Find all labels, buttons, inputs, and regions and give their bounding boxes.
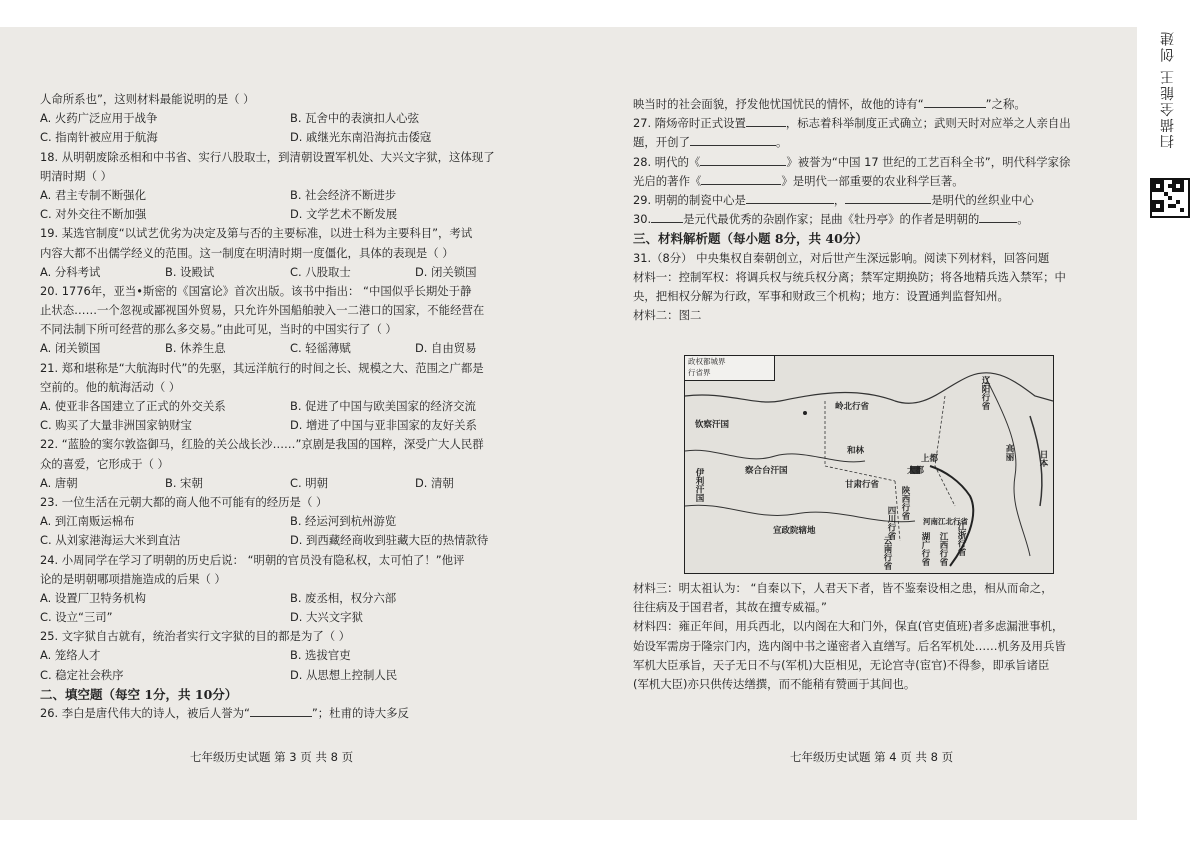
q18-options-row1 (40, 186, 588, 205)
section-3-heading: 三、材料解析题（每小题 8分，共 40分） (633, 231, 868, 247)
question-18-cont: 明清时期（ ） (40, 168, 112, 183)
map-label-xuanzhengyuan: 宣政院辖地 (773, 526, 816, 536)
qr-code-icon (1150, 178, 1190, 218)
page-3 (0, 27, 600, 820)
map-label-sichuan: 四川行省 (886, 506, 896, 540)
material-4: 材料四：雍正年间，用兵西北，以内阁在大和门外，保直(官吏值班)者多虑漏泄事机， (633, 619, 1064, 634)
q29-blank-2[interactable] (845, 191, 931, 204)
q20-option-d: D. 自由贸易 (415, 341, 477, 356)
q21-option-b: B. 促进了中国与欧美国家的经济交流 (290, 399, 476, 413)
q25-option-d: D. 从思想上控制人民 (290, 667, 398, 682)
question-27-cont (633, 133, 1097, 152)
question-26 (40, 704, 588, 723)
map-label-shaanxi: 陕西行省 (900, 486, 910, 520)
material-3: 材料三：明太祖认为： “自秦以下，人君天下者，皆不鉴秦设相之患，相从而命之， (633, 581, 1053, 595)
exam-paper (0, 27, 1137, 820)
q24-option-b: B. 废丞相，权分六部 (290, 590, 397, 605)
map-label-helin: 和林 (847, 446, 865, 456)
q27-blank-1[interactable] (746, 114, 786, 127)
q30-text-b: 是元代最优秀的杂剧作家；昆曲《牡丹亭》的作者是明朝的 (683, 212, 980, 227)
q19-option-d: D. 闭关锁国 (415, 264, 477, 279)
q24-option-d: D. 大兴文字狱 (290, 610, 363, 625)
scanner-watermark (1150, 30, 1192, 220)
material-3-cont: 往往病及于国君者，其故在擅专威福。” (633, 600, 827, 615)
map-label-kipchak: 钦察汗国 (695, 420, 730, 430)
q19-option-b: B. 设殿试 (165, 264, 215, 279)
page-4-body (633, 95, 1097, 325)
q29-text-b: ， (833, 192, 846, 207)
q26-text-a: 26. 李白是唐代伟大的诗人，被后人誉为“ (40, 706, 250, 720)
q19-option-a: A. 分科考试 (40, 264, 101, 279)
map-label-chagatai: 察合台汗国 (745, 466, 788, 476)
q22-option-a: A. 唐朝 (40, 475, 78, 490)
question-23: 23. 一位生活在元朝大都的商人他不可能有的经历是（ ） (40, 494, 328, 509)
question-21: 21. 郑和堪称是“大航海时代”的先驱，其远洋航行的时间之长、规模之大、范围之广都是 (40, 360, 484, 375)
q30-text-c: 。 (1017, 212, 1029, 227)
q27-text-c: 题，开创了 (633, 135, 690, 150)
q26-cont-b: ”之称。 (985, 97, 1026, 111)
q27-blank-2[interactable] (690, 133, 776, 146)
q17-option-a: A. 火药广泛应用于战争 (40, 111, 158, 126)
q18-option-d: D. 文学艺术不断发展 (290, 207, 398, 222)
q27-text-a: 27. 隋炀帝时正式设置 (633, 116, 746, 131)
q25-option-b: B. 选拔官吏 (290, 648, 351, 663)
q28-text-b: 》被誉为“中国 17 世纪的工艺百科全书”，明代科学家徐 (786, 154, 1071, 169)
question-20: 20. 1776年，亚当•斯密的《国富论》首次出版。该书中指出： “中国似乎长期处于静 (40, 283, 472, 298)
q20-option-b: B. 休养生息 (165, 341, 226, 356)
yuan-dynasty-map (684, 355, 1054, 574)
map-label-goryeo: 高丽 (1004, 444, 1014, 461)
material-1-cont: 央，把相权分解为行政，军事和财政三个机构；地方：设置通判监督知州。 (633, 288, 1009, 303)
qr-pattern (1152, 180, 1184, 212)
q21-option-a: A. 使亚非各国建立了正式的外交关系 (40, 399, 226, 413)
q17-options-row2 (40, 128, 588, 147)
q29-text-c: 是明代的丝织业中心 (931, 192, 1034, 207)
page-3-body (40, 90, 588, 723)
q23-option-b: B. 经运河到杭州游览 (290, 514, 397, 529)
q18-option-c: C. 对外交往不断加强 (40, 207, 147, 222)
page-4 (600, 27, 1137, 820)
q23-option-c: C. 从刘家港海运大米到直沽 (40, 533, 181, 548)
question-22: 22. “蓝脸的窦尔敦盗御马，红脸的关公战长沙……”京剧是我国的国粹，深受广大人民群 (40, 437, 484, 452)
q26-blank-1[interactable] (250, 704, 312, 717)
q28-blank-1[interactable] (700, 153, 786, 166)
material-2-label: 材料二：图二 (633, 308, 702, 323)
q22-option-d: D. 清朝 (415, 475, 454, 490)
legend-province-border: 行省界 (688, 368, 711, 377)
q28-blank-2[interactable] (701, 172, 781, 185)
map-label-dadu: 大都 (907, 466, 925, 476)
q17-options-row1 (40, 109, 588, 128)
question-24-cont: 论的是明朝哪项措施造成的后果（ ） (40, 571, 226, 586)
map-label-henan-jiangbei: 河南江北行省 (923, 517, 968, 526)
material-4-cont2: 军机大臣承旨，天子无日不与(军机)大臣相见，无论宫寺(宦官)不得参，即承旨诸臣 (633, 657, 1050, 672)
q22-option-b: B. 宋朝 (165, 475, 203, 490)
legend-capital-border: 政权都城界 (688, 357, 726, 366)
question-18: 18. 从明朝废除丞相和中书省、实行八股取士，到清朝设置军机处、大兴文字狱，这体现了 (40, 149, 495, 164)
map-label-jiangxi: 江西行省 (938, 532, 948, 566)
q23-option-d: D. 到西藏经商收到驻藏大臣的热情款待 (290, 533, 489, 548)
q26-blank-2[interactable] (924, 95, 986, 108)
question-17-tail: 人命所系也”，这则材料最能说明的是（ ） (40, 92, 255, 106)
q20-option-a: A. 闭关锁国 (40, 341, 101, 356)
question-24: 24. 小周同学在学习了明朝的历史后说： “明朝的官员没有隐私权，太可怕了！”他评 (40, 552, 465, 567)
q21-option-d: D. 增进了中国与亚非国家的友好关系 (290, 418, 477, 433)
q26-text-b: ”；杜甫的诗大多反 (311, 706, 409, 720)
material-4-cont3: (军机大臣)亦只供传达缮撰，而不能稍有赞画于其间也。 (633, 676, 916, 691)
map-label-huguang: 湖广行省 (920, 532, 930, 566)
map-label-liaoyang: 辽阳行省 (980, 376, 990, 410)
question-27 (633, 114, 1097, 133)
scanner-watermark-text: 扫描全能王 创建 (1160, 30, 1176, 149)
question-21-cont: 空前的。他的航海活动（ ） (40, 379, 181, 394)
q18-option-b: B. 社会经济不断进步 (290, 187, 397, 202)
page-3-footer: 七年级历史试题 第 3 页 共 8 页 (190, 750, 354, 764)
question-20-cont2: 不同法制下所可经营的那么多交易。”由此可见，当时的中国实行了（ ） (40, 322, 397, 337)
q24-option-a: A. 设置厂卫特务机构 (40, 590, 146, 605)
q24-option-c: C. 设立“三司” (40, 610, 113, 625)
q23-option-a: A. 到江南贩运棉布 (40, 514, 135, 529)
question-30 (633, 210, 1097, 229)
q21-options-row1 (40, 397, 588, 416)
q23-options-row1 (40, 512, 588, 531)
q22-option-c: C. 明朝 (290, 475, 328, 490)
map-label-lingbei: 岭北行省 (835, 402, 870, 412)
map-label-yunnan: 云南行省 (882, 536, 892, 570)
q27-text-d: 。 (775, 135, 788, 150)
q19-option-c: C. 八股取士 (290, 264, 351, 279)
q28-text-d: 》是明代一部重要的农业科学巨著。 (781, 173, 964, 188)
q18-options-row2 (40, 205, 588, 224)
map-label-shangdu: 上都 (921, 454, 939, 464)
q21-option-c: C. 购买了大量非洲国家钠财宝 (40, 418, 192, 433)
q20-option-c: C. 轻徭薄赋 (290, 341, 351, 356)
material-4-cont1: 始设军需房于隆宗门内，选内阁中书之谨密者入直缮写。后名军机处……机务及用兵皆 (633, 638, 1066, 653)
question-28-cont (633, 172, 1097, 191)
section-2-heading: 二、填空题（每空 1分，共 10分） (40, 686, 238, 702)
q18-option-a: A. 君主专制不断强化 (40, 187, 146, 202)
question-26-cont (633, 95, 1097, 114)
question-25: 25. 文字狱自古就有，统治者实行文字狱的目的都是为了（ ） (40, 629, 351, 644)
map-legend (685, 356, 775, 381)
page-4-body-lower (633, 579, 1097, 694)
question-29 (633, 191, 1097, 210)
question-28 (633, 153, 1097, 172)
q29-text-a: 29. 明朝的制瓷中心是 (633, 192, 746, 207)
q30-blank-1[interactable] (651, 210, 683, 223)
q25-option-c: C. 稳定社会秩序 (40, 667, 124, 682)
question-20-cont1: 止状态……一个忽视或鄙视国外贸易，只允许外国船舶驶入一二港口的国家，不能经营在 (40, 303, 485, 318)
q17-option-b: B. 瓦舍中的表演扣人心弦 (290, 111, 419, 126)
q20-options (40, 339, 588, 358)
q24-options-row2 (40, 608, 588, 627)
q27-text-b: ，标志着科举制度正式确立；武则天时对应举之人亲自出 (785, 116, 1071, 131)
q28-text-c: 光启的著作《 (633, 173, 702, 188)
q25-options-row2 (40, 666, 588, 685)
question-31: 31.（8分） 中央集权自秦朝创立，对后世产生深远影响。阅读下列材料，回答问题 (633, 250, 1050, 265)
map-label-japan: 日本 (1038, 450, 1048, 467)
q17-option-c: C. 指南针被应用于航海 (40, 130, 158, 145)
q26-cont-a: 映当时的社会面貌，抒发他忧国忧民的情怀，故他的诗有“ (633, 97, 924, 111)
q30-blank-2[interactable] (979, 210, 1017, 223)
q25-options-row1 (40, 646, 588, 665)
q28-text-a: 28. 明代的《 (633, 154, 701, 169)
q24-options-row1 (40, 589, 588, 608)
map-outline-drawing (685, 356, 1053, 573)
q30-text-a: 30. (633, 212, 652, 227)
question-19-cont: 内容大都不出儒学经义的范围。这一制度在明清时期一度僵化，具体的表现是（ ） (40, 245, 454, 260)
q21-options-row2 (40, 416, 588, 435)
q22-options (40, 474, 588, 493)
material-1: 材料一：控制军权：将调兵权与统兵权分离；禁军定期换防；将各地精兵选入禁军；中 (633, 269, 1066, 284)
map-label-ilkhanate: 伊利汗国 (694, 468, 704, 502)
question-22-cont: 众的喜爱，它形成于（ ） (40, 456, 169, 471)
map-label-jiangzhe: 江浙行省 (956, 522, 966, 556)
page-4-footer: 七年级历史试题 第 4 页 共 8 页 (790, 750, 954, 764)
q23-options-row2 (40, 531, 588, 550)
q25-option-a: A. 笼络人才 (40, 648, 101, 663)
q17-option-d: D. 戚继光东南沿海抗击倭寇 (290, 130, 432, 145)
q29-blank-1[interactable] (746, 191, 834, 204)
map-label-gansu: 甘肃行省 (845, 480, 880, 490)
q19-options (40, 263, 588, 282)
question-19: 19. 某选官制度“以试艺优劣为决定及第与否的主要标准，以进士科为主要科目”，考试 (40, 226, 473, 241)
